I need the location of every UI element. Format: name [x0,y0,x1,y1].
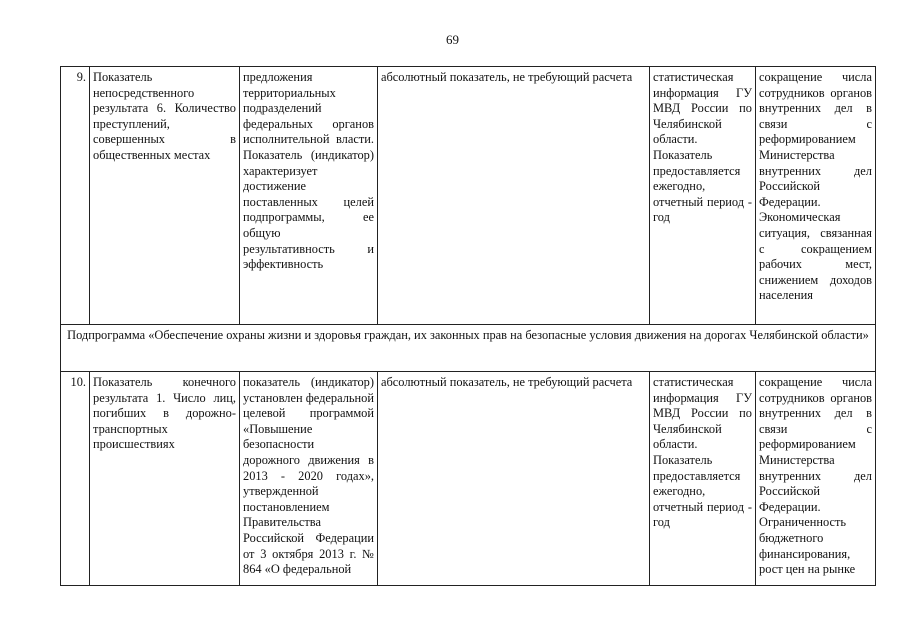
basis-cell: показатель (индикатор) установлен федеральной целевой программой «Повышение безопасности дорожного движения в 2013 - 2020 годах», утвержденной постановлением Правительства Российской Федерации от 3 октября 2013 г. № 864 «О федеральной [240,372,378,586]
data-source-cell: статистическая информация ГУ МВД России по Челябинской области. Показатель предоставляется ежегодно, отчетный период - год [650,372,756,586]
calculation-method-cell: абсолютный показатель, не требующий расчета [378,372,650,586]
risk-factors-cell: сокращение числа сотрудников органов внутренних дел в связи с реформированием Министерства внутренних дел Российской Федерации. Ограниченность бюджетного финансирования, рост цен на рынке [756,372,876,586]
subprogram-header: Подпрограмма «Обеспечение охраны жизни и здоровья граждан, их законных прав на безопасные условия движения на дорогах Челябинской области» [61,325,876,372]
calculation-method-cell: абсолютный показатель, не требующий расчета [378,67,650,325]
section-header-row [61,325,876,372]
indicator-name-cell: Показатель непосредственного результата 6. Количество преступлений, совершенных в общественных местах [90,67,240,325]
indicator-name-cell: Показатель конечного результата 1. Число лиц, погибших в дорожно-транспортных происшествиях [90,372,240,586]
page-number: 69 [446,32,459,47]
basis-cell: предложения территориальных подразделений федеральных органов исполнительной власти. Показатель (индикатор) характеризует достижение поставленных целей подпрограммы, ее общую результативность и эффективность [240,67,378,325]
risk-factors-cell: сокращение числа сотрудников органов внутренних дел в связи с реформированием Министерства внутренних дел Российской Федерации. Экономическая ситуация, связанная с сокращением рабочих мест, снижением доходов населения [756,67,876,325]
indicators-table [60,66,876,586]
table-row [61,67,876,325]
data-source-cell: статистическая информация ГУ МВД России по Челябинской области. Показатель предоставляется ежегодно, отчетный период - год [650,67,756,325]
table-row [61,372,876,586]
row-number: 10. [61,372,90,586]
row-number: 9. [61,67,90,325]
